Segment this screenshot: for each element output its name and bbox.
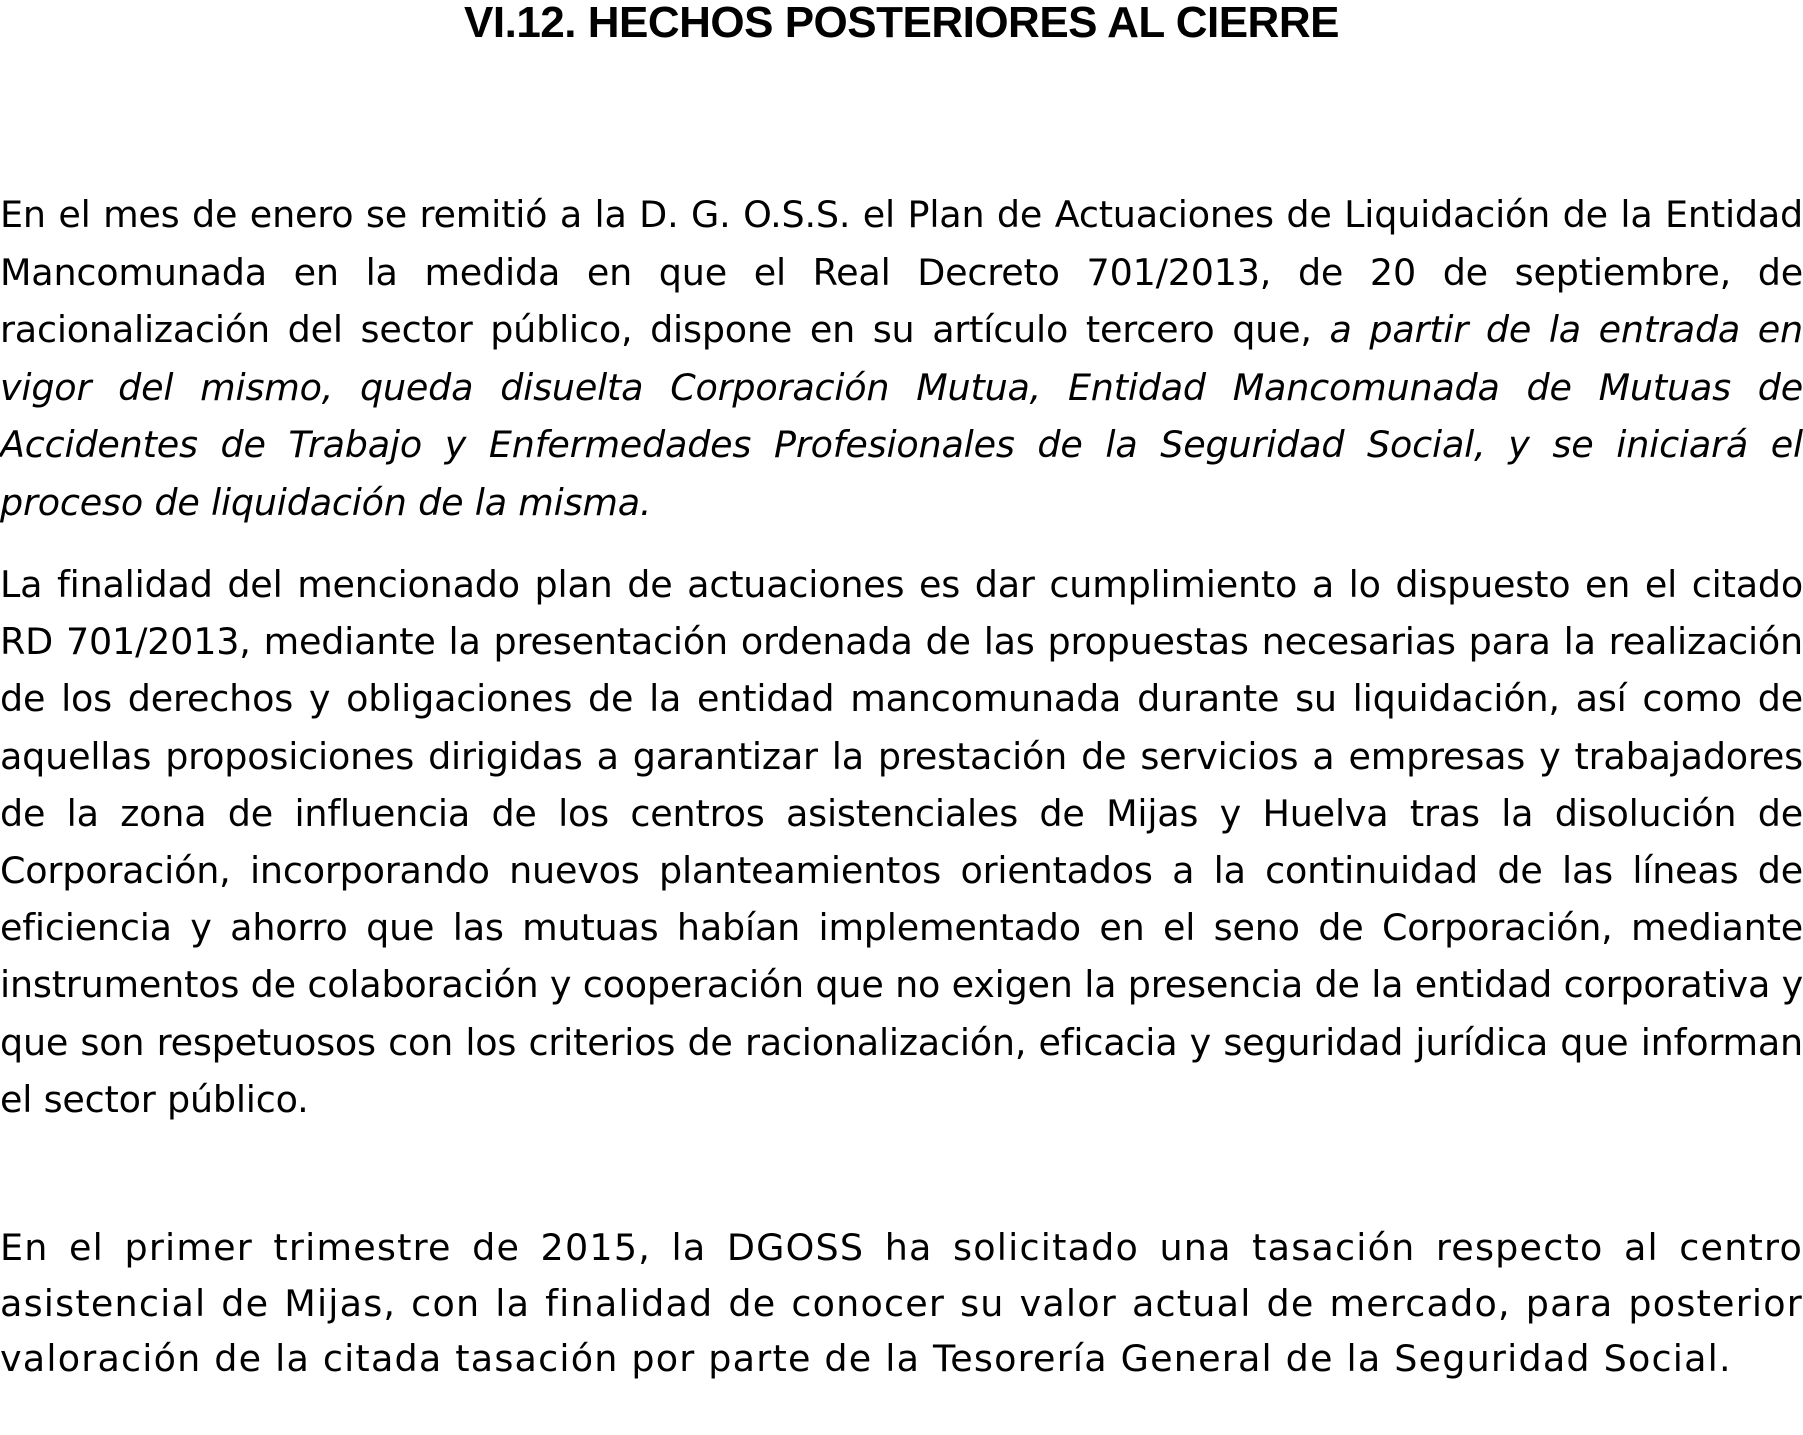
paragraph-tasacion: En el primer trimestre de 2015, la DGOSS ha solicitado una tasación respecto al centro asistencial de Mijas, con la finalidad de conocer su valor actual de mercado, para posterior valoración de la citada tasación por parte de la Tesorería General de la Seguridad Social. [0, 1226, 1803, 1380]
paragraph-text: En el mes de enero se remitió a la D. G. O.S.S. el Plan de Actuaciones de Liquidación de la Entidad Mancomunada en la medida en que el Real Decreto 701/2013, de 20 de septiembre, de racionalización del sector público, dispone en su artículo tercero que, [0, 193, 1803, 351]
decree-quote: a partir de la entrada en vigor del mismo, queda disuelta Corporación Mutua, Entidad Mancomunada de Mutuas de Accidentes de Trabajo y Enfermedades Profesionales de la Seguridad Social, y se iniciará el proceso de liquidación de la misma. [0, 308, 1803, 524]
section-heading: VI.12. HECHOS POSTERIORES AL CIERRE [464, 0, 1339, 47]
paragraph-plan-remision [0, 186, 1803, 531]
paragraph-finalidad: La finalidad del mencionado plan de actuaciones es dar cumplimiento a lo dispuesto en el citado RD 701/2013, mediante la presentación ordenada de las propuestas necesarias para la realización de los derechos y obligaciones de la entidad mancomunada durante su liquidación, así como de aquellas proposiciones dirigidas a garantizar la prestación de servicios a empresas y trabajadores de la zona de influencia de los centros asistenciales de Mijas y Huelva tras la disolución de Corporación, incorporando nuevos planteamientos orientados a la continuidad de las líneas de eficiencia y ahorro que las mutuas habían implementado en el seno de Corporación, mediante instrumentos de colaboración y cooperación que no exigen la presencia de la entidad corporativa y que son respetuosos con los criterios de racionalización, eficacia y seguridad jurídica que informan el sector público. [0, 563, 1803, 1121]
